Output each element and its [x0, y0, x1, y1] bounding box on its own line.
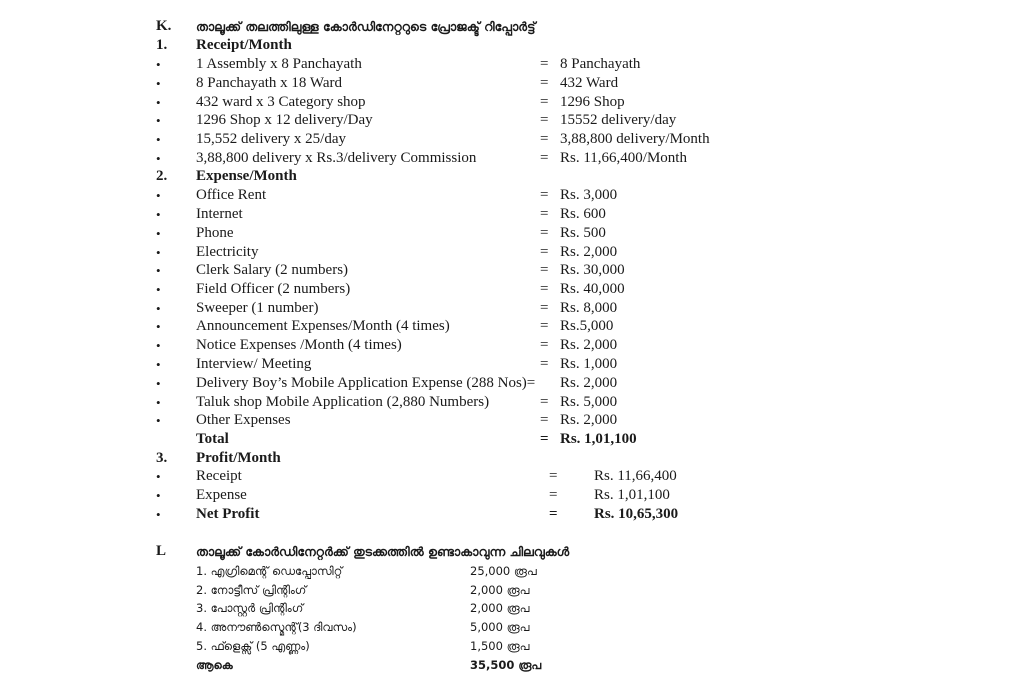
initial-expense-amount: 25,000 രൂപ — [470, 564, 537, 578]
equals-sign: = — [540, 431, 549, 447]
equals-sign: = — [549, 487, 558, 503]
receipt-item-value: 1296 Shop — [560, 94, 625, 110]
expense-item-label: Phone — [196, 225, 234, 241]
expense-item-label: Clerk Salary (2 numbers) — [196, 262, 349, 278]
equals-sign: = — [549, 468, 558, 484]
initial-expense-amount: 2,000 രൂപ — [470, 601, 530, 615]
expense-item-value: Rs. 600 — [560, 206, 606, 222]
expense-item-value: Rs. 2,000 — [560, 244, 618, 260]
bullet-icon: • — [156, 95, 161, 110]
equals-sign: = — [540, 262, 549, 278]
equals-sign: = — [540, 206, 549, 222]
equals-sign: = — [540, 131, 549, 147]
profit-item-value: Rs. 11,66,400 — [594, 468, 677, 484]
bullet-icon: • — [156, 245, 161, 260]
equals-sign: = — [540, 56, 549, 72]
net-profit-value: Rs. 10,65,300 — [594, 506, 679, 522]
initial-expense-amount: 2,000 രൂപ — [470, 583, 530, 597]
expense-item-value: Rs. 8,000 — [560, 300, 618, 316]
bullet-icon: • — [156, 226, 161, 241]
equals-sign: = — [540, 356, 549, 372]
receipt-item-value: 432 Ward — [560, 75, 619, 91]
receipt-number: 1. — [156, 37, 168, 53]
equals-sign: = — [540, 300, 549, 316]
bullet-icon: • — [156, 282, 161, 297]
initial-expense-total-amount: 35,500 രൂപ — [470, 658, 542, 672]
initial-expense-total-label: ആകെ — [196, 658, 233, 672]
receipt-item-label: 3,88,800 delivery x Rs.3/delivery Commission — [196, 150, 477, 166]
equals-sign: = — [540, 187, 549, 203]
initial-expense-amount: 5,000 രൂപ — [470, 620, 530, 634]
receipt-item-value: Rs. 11,66,400/Month — [560, 150, 687, 166]
expense-item-label: Electricity — [196, 244, 259, 260]
receipt-item-label: 1 Assembly x 8 Panchayath — [196, 56, 362, 72]
section-l-marker: L — [156, 543, 167, 559]
receipt-heading: Receipt/Month — [196, 37, 292, 53]
bullet-icon: • — [156, 338, 161, 353]
bullet-icon: • — [156, 376, 161, 391]
expense-item-value: Rs. 2,000 — [560, 375, 618, 391]
expense-number: 2. — [156, 168, 168, 184]
profit-number: 3. — [156, 450, 168, 466]
expense-total-label: Total — [196, 431, 229, 447]
profit-item-label: Expense — [196, 487, 247, 503]
receipt-item-label: 432 ward x 3 Category shop — [196, 94, 366, 110]
equals-sign: = — [540, 412, 549, 428]
expense-item-value: Rs. 5,000 — [560, 394, 618, 410]
bullet-icon: • — [156, 488, 161, 503]
initial-expense-item: 3. പോസ്റ്റർ പ്രിന്റിംഗ് — [196, 601, 304, 615]
bullet-icon: • — [156, 301, 161, 316]
expense-item-label: Office Rent — [196, 187, 267, 203]
expense-item-label: Internet — [196, 206, 243, 222]
profit-item-value: Rs. 1,01,100 — [594, 487, 670, 503]
bullet-icon: • — [156, 76, 161, 91]
receipt-item-value: 8 Panchayath — [560, 56, 641, 72]
bullet-icon: • — [156, 263, 161, 278]
expense-item-value: Rs. 40,000 — [560, 281, 625, 297]
equals-sign: = — [540, 394, 549, 410]
expense-item-label: Interview/ Meeting — [196, 356, 312, 372]
expense-item-value: Rs. 500 — [560, 225, 606, 241]
bullet-icon: • — [156, 113, 161, 128]
bullet-icon: • — [156, 469, 161, 484]
expense-item-label: Delivery Boy’s Mobile Application Expense (288 Nos)= — [196, 375, 536, 391]
expense-item-value: Rs. 2,000 — [560, 337, 618, 353]
profit-heading: Profit/Month — [196, 450, 281, 466]
expense-item-label: Field Officer (2 numbers) — [196, 281, 351, 297]
expense-item-label: Notice Expenses /Month (4 times) — [196, 337, 402, 353]
bullet-icon: • — [156, 319, 161, 334]
initial-expense-item: 5. ഫ്ളെക്സ് (5 എണ്ണം) — [196, 639, 310, 653]
equals-sign: = — [540, 337, 549, 353]
section-l-title: താലൂക്ക് കോർഡിനേറ്റർക്ക് തുടക്കത്തിൽ ഉണ്ടാകാവുന്ന ചിലവുകൾ — [196, 544, 570, 559]
equals-sign: = — [540, 225, 549, 241]
equals-sign: = — [540, 94, 549, 110]
expense-item-label: Sweeper (1 number) — [196, 300, 319, 316]
equals-sign: = — [540, 112, 549, 128]
bullet-icon: • — [156, 395, 161, 410]
receipt-item-label: 1296 Shop x 12 delivery/Day — [196, 112, 373, 128]
initial-expense-item: 1. എഗ്രിമെന്റ് ഡെപ്പോസിറ്റ് — [196, 564, 343, 578]
receipt-item-value: 15552 delivery/day — [560, 112, 677, 128]
section-k-marker: K. — [156, 18, 172, 34]
bullet-icon: • — [156, 57, 161, 72]
initial-expense-amount: 1,500 രൂപ — [470, 639, 530, 653]
equals-sign: = — [540, 75, 549, 91]
profit-item-label: Receipt — [196, 468, 242, 484]
initial-expense-item: 4. അനൗൺസ്മെന്റ്(3 ദിവസം) — [196, 620, 357, 634]
equals-sign: = — [549, 506, 558, 522]
bullet-icon: • — [156, 132, 161, 147]
expense-item-label: Other Expenses — [196, 412, 291, 428]
expense-item-value: Rs. 1,000 — [560, 356, 618, 372]
equals-sign: = — [540, 318, 549, 334]
bullet-icon: • — [156, 357, 161, 372]
expense-item-value: Rs. 2,000 — [560, 412, 618, 428]
receipt-item-label: 15,552 delivery x 25/day — [196, 131, 346, 147]
equals-sign: = — [540, 244, 549, 260]
expense-item-value: Rs. 3,000 — [560, 187, 618, 203]
receipt-item-value: 3,88,800 delivery/Month — [560, 131, 710, 147]
equals-sign: = — [540, 150, 549, 166]
expense-total-value: Rs. 1,01,100 — [560, 431, 637, 447]
bullet-icon: • — [156, 207, 161, 222]
bullet-icon: • — [156, 151, 161, 166]
expense-item-value: Rs. 30,000 — [560, 262, 625, 278]
receipt-item-label: 8 Panchayath x 18 Ward — [196, 75, 342, 91]
equals-sign: = — [540, 281, 549, 297]
bullet-icon: • — [156, 507, 161, 522]
bullet-icon: • — [156, 188, 161, 203]
expense-item-label: Announcement Expenses/Month (4 times) — [196, 318, 450, 334]
expense-heading: Expense/Month — [196, 168, 297, 184]
net-profit-label: Net Profit — [196, 506, 260, 522]
bullet-icon: • — [156, 413, 161, 428]
expense-item-value: Rs.5,000 — [560, 318, 614, 334]
expense-item-label: Taluk shop Mobile Application (2,880 Numbers) — [196, 394, 490, 410]
initial-expense-item: 2. നോട്ടീസ് പ്രിന്റിംഗ് — [196, 583, 307, 597]
section-k-title: താലൂക്ക് തലത്തിലുള്ള കോർഡിനേറ്ററുടെ പ്രോജക്ട് റിപ്പോർട്ട് — [196, 19, 536, 34]
